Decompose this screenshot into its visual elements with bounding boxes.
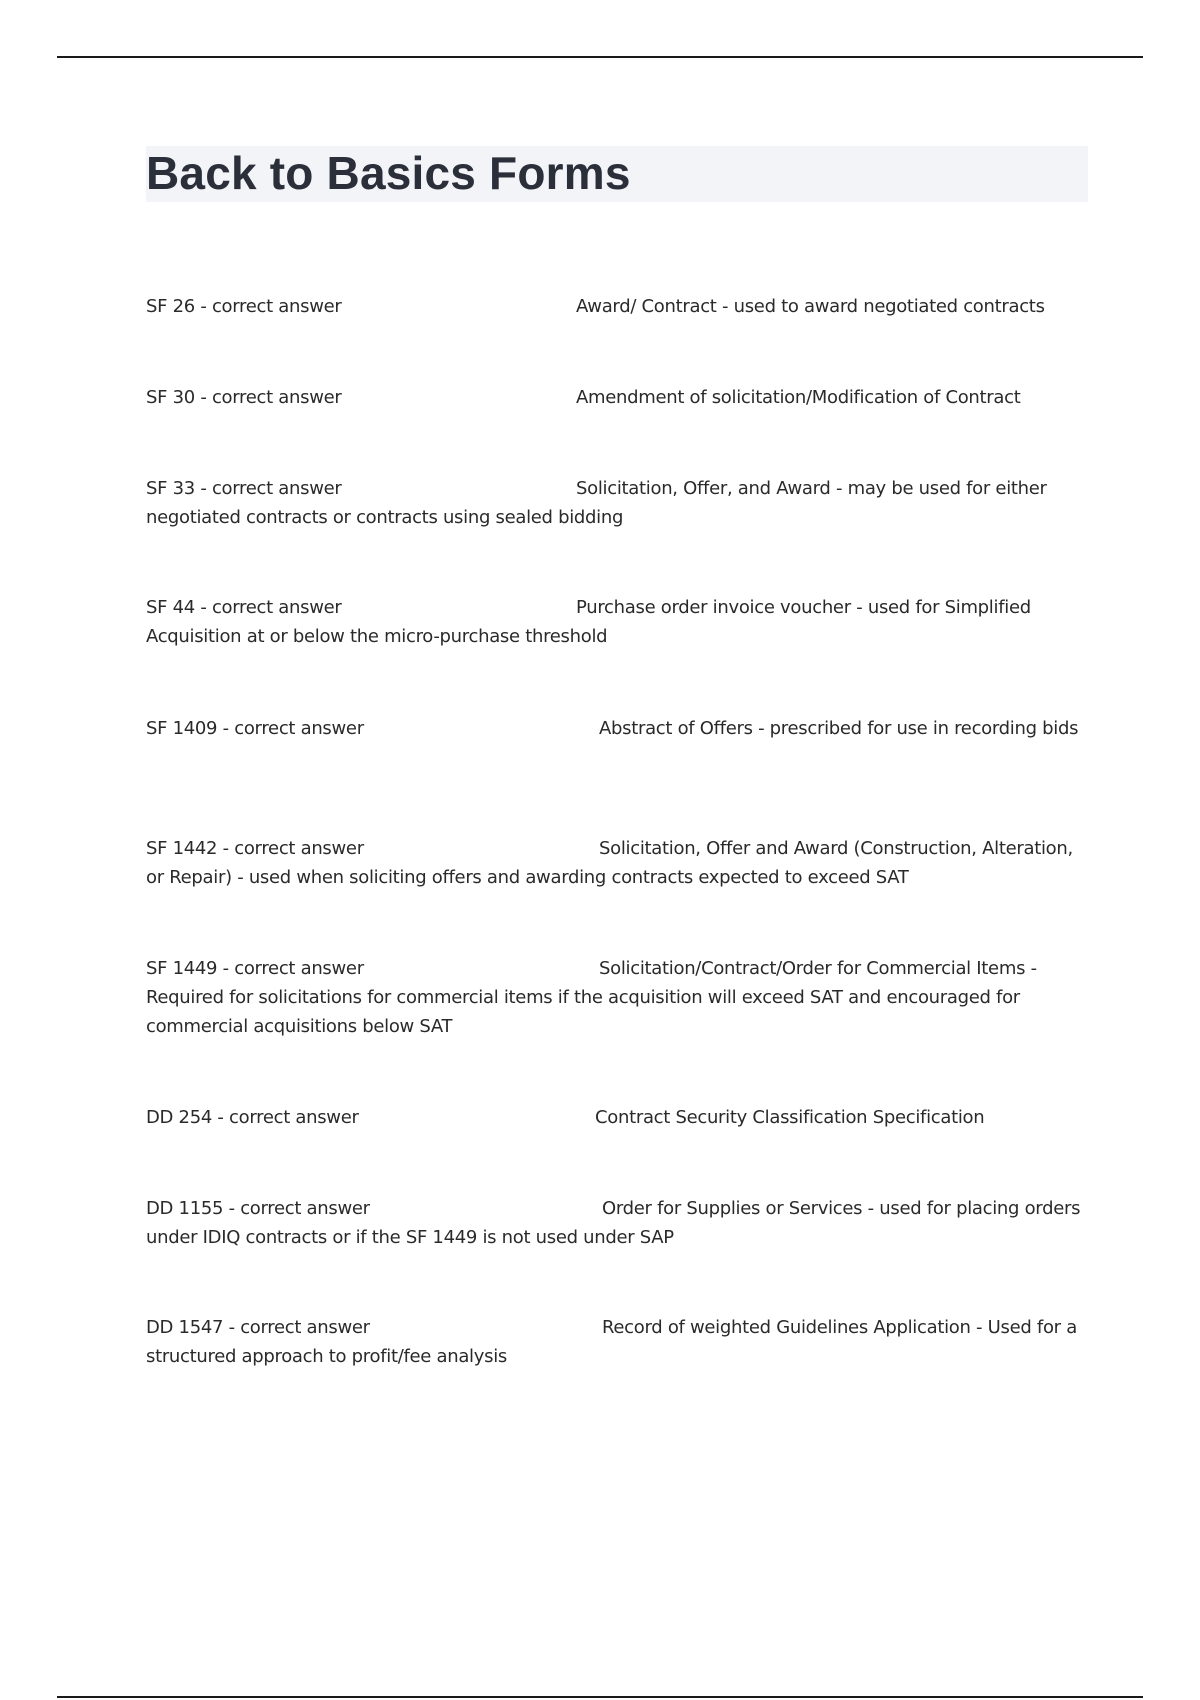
entry-term: SF 30 - correct answer: [146, 387, 342, 408]
entry-term: DD 1547 - correct answer: [146, 1317, 370, 1338]
top-rule: [57, 56, 1143, 58]
entry-sf-44: [146, 593, 1091, 651]
entry-sf-30: [146, 383, 1091, 412]
entry-term: SF 33 - correct answer: [146, 478, 342, 499]
page-title: Back to Basics Forms: [146, 147, 631, 199]
entry-sf-33: [146, 474, 1091, 532]
entry-definition: Solicitation/Contract/Order for Commercial Items - Required for solicitations for commercial items if the acquisition will exceed SAT and encouraged for commercial acquisitions below SAT: [146, 958, 1037, 1037]
entry-definition: Award/ Contract - used to award negotiated contracts: [576, 296, 1045, 317]
entry-dd-1155: [146, 1194, 1091, 1252]
entry-definition: Amendment of solicitation/Modification of Contract: [576, 387, 1021, 408]
entry-sf-1409: [146, 714, 1091, 743]
entry-sf-1442: [146, 834, 1091, 892]
entry-definition: Purchase order invoice voucher - used for Simplified Acquisition at or below the micro-purchase threshold: [146, 597, 1031, 647]
entry-definition: Solicitation, Offer, and Award - may be used for either negotiated contracts or contracts using sealed bidding: [146, 478, 1047, 528]
entry-term: DD 254 - correct answer: [146, 1107, 359, 1128]
entry-term: SF 1442 - correct answer: [146, 838, 364, 859]
entry-term: SF 26 - correct answer: [146, 296, 342, 317]
entry-sf-26: [146, 292, 1091, 321]
entry-term: SF 1449 - correct answer: [146, 958, 364, 979]
entry-sf-1449: [146, 954, 1091, 1041]
entry-term: DD 1155 - correct answer: [146, 1198, 370, 1219]
entry-dd-254: [146, 1103, 1091, 1132]
entry-definition: Contract Security Classification Specification: [595, 1107, 985, 1128]
entry-dd-1547: [146, 1313, 1091, 1371]
entry-term: SF 44 - correct answer: [146, 597, 342, 618]
bottom-rule: [57, 1696, 1143, 1698]
entry-term: SF 1409 - correct answer: [146, 718, 364, 739]
entry-definition: Solicitation, Offer and Award (Construction, Alteration, or Repair) - used when soliciting offers and awarding contracts expected to exceed SAT: [146, 838, 1073, 888]
entry-definition: Order for Supplies or Services - used for placing orders under IDIQ contracts or if the SF 1449 is not used under SAP: [146, 1198, 1081, 1248]
entry-definition: Abstract of Offers - prescribed for use in recording bids: [599, 718, 1079, 739]
entry-definition: Record of weighted Guidelines Application - Used for a structured approach to profit/fee analysis: [146, 1317, 1077, 1367]
